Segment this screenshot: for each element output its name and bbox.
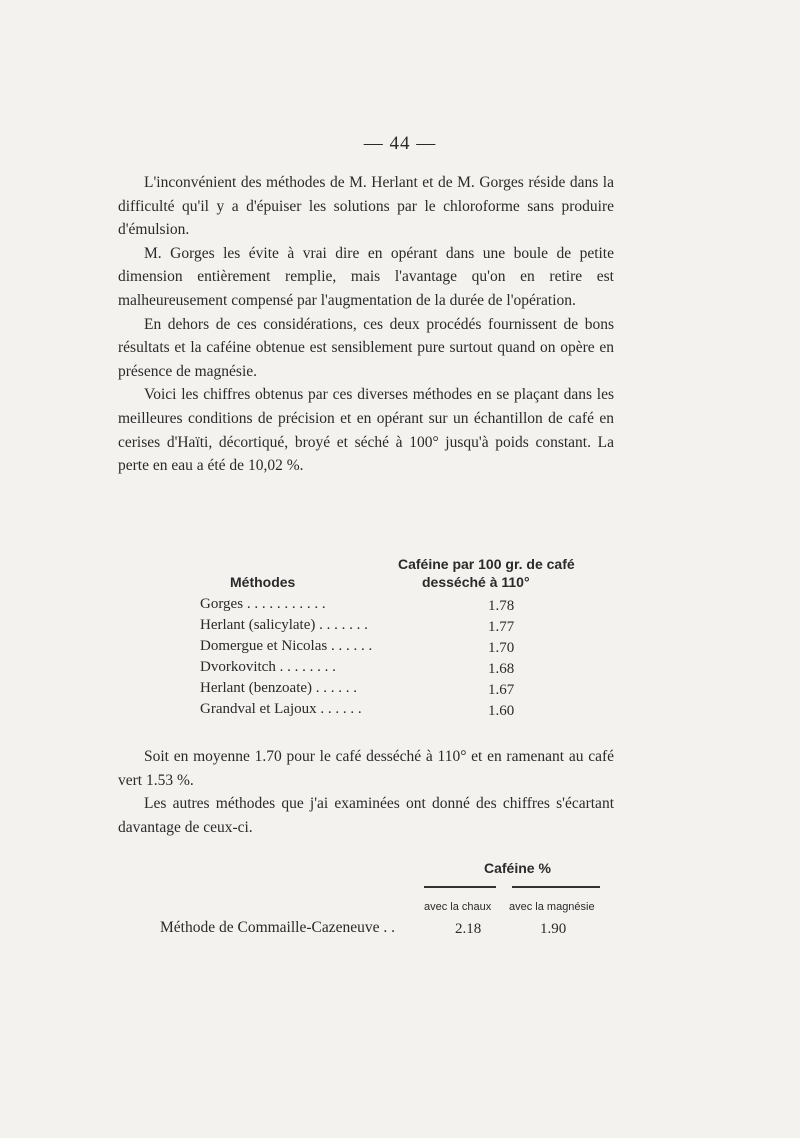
divider xyxy=(424,886,496,888)
table-value: 1.70 xyxy=(488,640,515,656)
conclusion-text xyxy=(118,745,614,839)
caffeine-percent-header: Caféine % xyxy=(484,860,551,876)
page-number: — 44 — xyxy=(363,133,437,154)
table-value: 2.18 xyxy=(455,921,482,937)
table-row: Grandval et Lajoux . . . . . . xyxy=(200,701,362,717)
methods-header: Méthodes xyxy=(230,574,296,590)
divider xyxy=(512,886,600,888)
paragraph: L'inconvénient des méthodes de M. Herlant et de M. Gorges réside dans la difficulté qu'il y a d'épuiser les solutions par le chloroforme sans produire d'émulsion. xyxy=(118,174,614,239)
table-value: 1.67 xyxy=(488,682,515,698)
table-value: 1.78 xyxy=(488,598,515,614)
table-row: Gorges . . . . . . . . . . . xyxy=(200,596,326,612)
column-header-chaux: avec la chaux xyxy=(424,901,492,913)
table-value: 1.90 xyxy=(540,921,567,937)
caffeine-header: Caféine par 100 gr. de café xyxy=(398,556,575,572)
caffeine-header-sub: desséché à 110° xyxy=(422,574,530,590)
table-value: 1.60 xyxy=(488,703,515,719)
paragraph: Voici les chiffres obtenus par ces diverses méthodes en se plaçant dans les meilleures conditions de précision et en opérant sur un échantillon de café en cerises d'Haïti, décortiqué, broyé et séché à 100° jusqu'à poids constant. La perte en eau a été de 10,02 %. xyxy=(118,386,614,475)
table-row: Dvorkovitch . . . . . . . . xyxy=(200,659,336,675)
paragraph: En dehors de ces considérations, ces deux procédés fournissent de bons résultats et la caféine obtenue est sensiblement pure surtout quand on opère en présence de magnésie. xyxy=(118,315,614,380)
table-row: Herlant (benzoate) . . . . . . xyxy=(200,680,358,696)
paragraph: Les autres méthodes que j'ai examinées ont donné des chiffres s'écartant davantage de ceux-ci. xyxy=(118,795,614,836)
paragraph: Soit en moyenne 1.70 pour le café desséché à 110° et en ramenant au café vert 1.53 %. xyxy=(118,748,614,789)
paragraph: M. Gorges les évite à vrai dire en opérant dans une boule de petite dimension entièrement remplie, mais l'avantage qu'on en retire est malheureusement compensé par l'augmentation de la durée de l'opération. xyxy=(118,244,614,309)
table-row: Domergue et Nicolas . . . . . . xyxy=(200,638,373,654)
table-value: 1.68 xyxy=(488,661,515,677)
table-row: Herlant (salicylate) . . . . . . . xyxy=(200,617,368,633)
table-value: 1.77 xyxy=(488,619,515,635)
column-header-magnesie: avec la magnésie xyxy=(509,901,595,913)
table-row: Méthode de Commaille-Cazeneuve . . xyxy=(160,919,396,936)
